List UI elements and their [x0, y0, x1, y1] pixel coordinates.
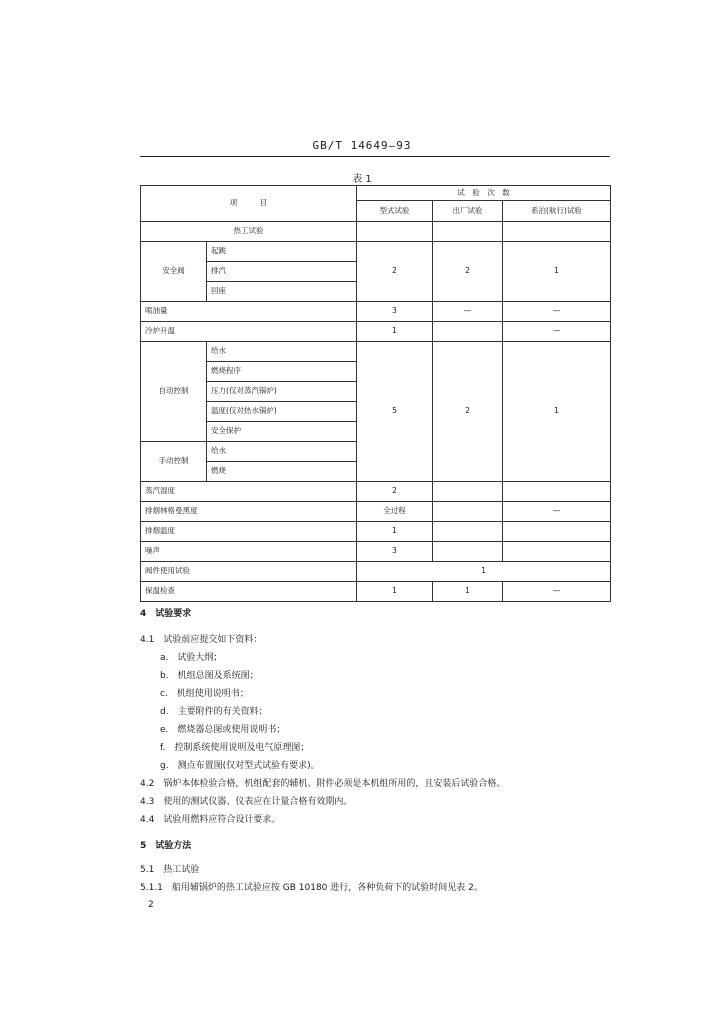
ac-system-count: 1 — [503, 342, 611, 482]
noise-type-count: 3 — [357, 542, 433, 562]
p44: 4.4 试验用燃料应符合设计要求。 — [140, 815, 281, 825]
row-cold-start: 冷炉升温 — [141, 322, 357, 342]
table-head-item: 项 目 — [141, 186, 357, 222]
ac-safety: 安全保护 — [207, 422, 357, 442]
tight-factory-count: 1 — [433, 582, 503, 602]
p51: 5.1 热工试验 — [140, 865, 200, 875]
row-steam-humidity: 蒸汽湿度 — [141, 482, 357, 502]
section4-title: 4 试验要求 — [140, 609, 192, 619]
spray-type-count: 3 — [357, 302, 433, 322]
section5-title: 5 试验方法 — [140, 841, 192, 851]
mc-combustion: 燃烧 — [207, 462, 357, 482]
spray-system-count: — — [503, 302, 611, 322]
list-item: a. 试验大纲； — [160, 653, 223, 663]
ac-combustion-program: 燃烧程序 — [207, 362, 357, 382]
table-caption: 表 1 — [352, 174, 372, 185]
mc-feedwater: 给水 — [207, 442, 357, 462]
es-type-count: 全过程 — [357, 502, 433, 522]
ac-pressure: 压力(仅对蒸汽锅炉) — [207, 382, 357, 402]
p42: 4.2 锅炉本体检验合格，机组配套的辅机、附件必须是本机组所用的，且安装后试验合格。 — [140, 779, 506, 789]
sv-system-count: 1 — [503, 242, 611, 302]
ac-feedwater: 给水 — [207, 342, 357, 362]
cold-system-count: — — [503, 322, 611, 342]
row-exhaust-temp: 排烟温度 — [141, 522, 357, 542]
col-factory-test: 出厂试验 — [433, 201, 503, 222]
ac-factory-count: 2 — [433, 342, 503, 482]
tight-system-count: — — [503, 582, 611, 602]
sv-reseat: 回座 — [207, 282, 357, 302]
tight-type-count: 1 — [357, 582, 433, 602]
ac-temperature: 温度(仅对热水锅炉) — [207, 402, 357, 422]
sv-factory-count: 2 — [433, 242, 503, 302]
et-type-count: 1 — [357, 522, 433, 542]
col-system-test: 系泊(航行)试验 — [503, 201, 611, 222]
p511: 5.1.1 船用辅锅炉的热工试验应按 GB 10180 进行，各种负荷下的试验时间见表 2。 — [140, 883, 483, 893]
table-head-count: 试 验 次 数 — [357, 186, 611, 201]
cold-type-count: 1 — [357, 322, 433, 342]
header-rule — [140, 156, 610, 157]
sv-type-count: 2 — [357, 242, 433, 302]
col-type-test: 型式试验 — [357, 201, 433, 222]
row-noise: 噪声 — [141, 542, 357, 562]
sv-discharge: 排汽 — [207, 262, 357, 282]
sv-start: 起跳 — [207, 242, 357, 262]
test-count-table — [140, 185, 611, 602]
list-item: e. 燃烧器总图或使用说明书； — [160, 725, 286, 735]
page-number: 2 — [148, 900, 154, 910]
p41: 4.1 试验前应提交如下资料： — [140, 635, 263, 645]
list-item: d. 主要附件的有关资料； — [160, 707, 268, 717]
row-spray: 喷油量 — [141, 302, 357, 322]
row-exhaust-smoke: 排烟林格曼黑度 — [141, 502, 357, 522]
standard-number: GB/T 14649—93 — [312, 139, 412, 152]
ac-type-count: 5 — [357, 342, 433, 482]
row-thermal-test: 热工试验 — [141, 222, 357, 242]
p43: 4.3 使用的测试仪器、仪表应在计量合格有效期内。 — [140, 797, 353, 807]
sh-type-count: 2 — [357, 482, 433, 502]
list-item: b. 机组总图及系统图； — [160, 671, 259, 681]
es-system-count: — — [503, 502, 611, 522]
list-item: c. 机组使用说明书； — [160, 689, 249, 699]
row-valve-test: 阀件使用试验 — [141, 562, 357, 582]
row-tightness: 保温检查 — [141, 582, 357, 602]
manual-control-label: 手动控制 — [141, 442, 207, 482]
list-item: g. 测点布置图(仅对型式试验有要求)。 — [160, 761, 320, 771]
auto-control-label: 自动控制 — [141, 342, 207, 442]
spray-factory-count: — — [433, 302, 503, 322]
vt-count: 1 — [357, 562, 611, 582]
list-item: f. 控制系统使用说明及电气原理图； — [160, 743, 310, 753]
safety-valve-label: 安全阀 — [141, 242, 207, 302]
